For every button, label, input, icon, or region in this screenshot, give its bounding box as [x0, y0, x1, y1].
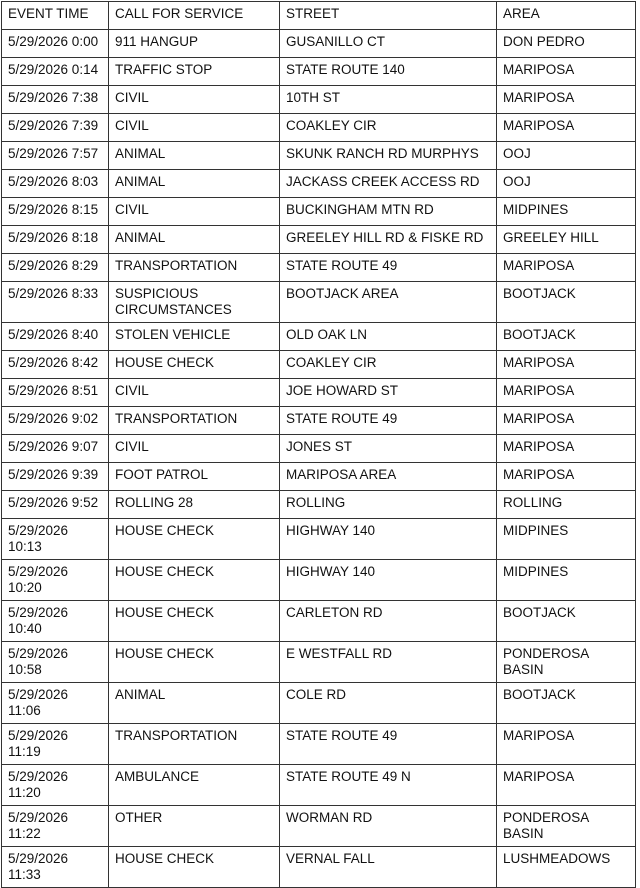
area-cell: MARIPOSA	[497, 463, 636, 491]
table-row	[2, 601, 636, 642]
street-cell: STATE ROUTE 140	[280, 58, 497, 86]
call-for-service-cell: HOUSE CHECK	[109, 351, 280, 379]
area-cell: LUSHMEADOWS	[497, 847, 636, 888]
street-cell: VERNAL FALL	[280, 847, 497, 888]
call-for-service-cell: STOLEN VEHICLE	[109, 323, 280, 351]
table-row	[2, 30, 636, 58]
street-cell: HIGHWAY 140	[280, 519, 497, 560]
area-cell: PONDEROSA BASIN	[497, 806, 636, 847]
event-time-cell: 5/29/2026 8:15	[2, 198, 109, 226]
street-cell: JOE HOWARD ST	[280, 379, 497, 407]
area-cell: MARIPOSA	[497, 407, 636, 435]
event-time-cell: 5/29/2026 9:07	[2, 435, 109, 463]
area-cell: MARIPOSA	[497, 724, 636, 765]
area-cell: MARIPOSA	[497, 254, 636, 282]
table-row	[2, 435, 636, 463]
area-cell: PONDEROSA BASIN	[497, 642, 636, 683]
call-for-service-cell: ANIMAL	[109, 170, 280, 198]
area-cell: DON PEDRO	[497, 30, 636, 58]
street-cell: SKUNK RANCH RD MURPHYS	[280, 142, 497, 170]
area-cell: OOJ	[497, 142, 636, 170]
event-time-cell: 5/29/2026 8:03	[2, 170, 109, 198]
area-cell: BOOTJACK	[497, 323, 636, 351]
event-time-cell: 5/29/2026 7:38	[2, 86, 109, 114]
call-for-service-cell: HOUSE CHECK	[109, 847, 280, 888]
table-row	[2, 323, 636, 351]
call-for-service-cell: TRANSPORTATION	[109, 254, 280, 282]
call-for-service-cell: HOUSE CHECK	[109, 642, 280, 683]
header-area: AREA	[497, 2, 636, 30]
table-row	[2, 683, 636, 724]
street-cell: ROLLING	[280, 491, 497, 519]
table-row	[2, 765, 636, 806]
header-street: STREET	[280, 2, 497, 30]
street-cell: JACKASS CREEK ACCESS RD	[280, 170, 497, 198]
street-cell: WORMAN RD	[280, 806, 497, 847]
event-time-cell: 5/29/2026 8:33	[2, 282, 109, 323]
street-cell: COAKLEY CIR	[280, 351, 497, 379]
event-time-cell: 5/29/2026 0:14	[2, 58, 109, 86]
call-log-table	[1, 1, 636, 888]
call-for-service-cell: CIVIL	[109, 379, 280, 407]
area-cell: GREELEY HILL	[497, 226, 636, 254]
event-time-cell: 5/29/2026 8:51	[2, 379, 109, 407]
area-cell: MIDPINES	[497, 198, 636, 226]
call-for-service-cell: HOUSE CHECK	[109, 519, 280, 560]
street-cell: GUSANILLO CT	[280, 30, 497, 58]
street-cell: OLD OAK LN	[280, 323, 497, 351]
event-time-cell: 5/29/2026 10:40	[2, 601, 109, 642]
area-cell: MARIPOSA	[497, 435, 636, 463]
street-cell: COAKLEY CIR	[280, 114, 497, 142]
call-for-service-cell: FOOT PATROL	[109, 463, 280, 491]
area-cell: BOOTJACK	[497, 282, 636, 323]
call-for-service-cell: TRANSPORTATION	[109, 407, 280, 435]
call-for-service-cell: HOUSE CHECK	[109, 560, 280, 601]
table-row	[2, 491, 636, 519]
area-cell: MIDPINES	[497, 519, 636, 560]
table-row	[2, 254, 636, 282]
event-time-cell: 5/29/2026 11:19	[2, 724, 109, 765]
call-for-service-cell: ANIMAL	[109, 683, 280, 724]
area-cell: OOJ	[497, 170, 636, 198]
table-row	[2, 642, 636, 683]
event-time-cell: 5/29/2026 9:39	[2, 463, 109, 491]
street-cell: CARLETON RD	[280, 601, 497, 642]
table-row	[2, 226, 636, 254]
event-time-cell: 5/29/2026 11:06	[2, 683, 109, 724]
call-for-service-cell: ROLLING 28	[109, 491, 280, 519]
call-for-service-cell: CIVIL	[109, 435, 280, 463]
event-time-cell: 5/29/2026 11:33	[2, 847, 109, 888]
event-time-cell: 5/29/2026 8:29	[2, 254, 109, 282]
table-row	[2, 351, 636, 379]
header-call-for-service: CALL FOR SERVICE	[109, 2, 280, 30]
area-cell: MARIPOSA	[497, 58, 636, 86]
street-cell: STATE ROUTE 49	[280, 254, 497, 282]
table-row	[2, 282, 636, 323]
header-row	[2, 2, 636, 30]
event-time-cell: 5/29/2026 7:39	[2, 114, 109, 142]
event-time-cell: 5/29/2026 8:18	[2, 226, 109, 254]
area-cell: ROLLING	[497, 491, 636, 519]
street-cell: STATE ROUTE 49	[280, 407, 497, 435]
event-time-cell: 5/29/2026 10:13	[2, 519, 109, 560]
call-for-service-cell: ANIMAL	[109, 226, 280, 254]
event-time-cell: 5/29/2026 9:02	[2, 407, 109, 435]
event-time-cell: 5/29/2026 11:22	[2, 806, 109, 847]
area-cell: MARIPOSA	[497, 351, 636, 379]
area-cell: MARIPOSA	[497, 86, 636, 114]
event-time-cell: 5/29/2026 8:40	[2, 323, 109, 351]
call-for-service-cell: OTHER	[109, 806, 280, 847]
call-for-service-cell: TRANSPORTATION	[109, 724, 280, 765]
street-cell: E WESTFALL RD	[280, 642, 497, 683]
street-cell: 10TH ST	[280, 86, 497, 114]
event-time-cell: 5/29/2026 8:42	[2, 351, 109, 379]
event-time-cell: 5/29/2026 7:57	[2, 142, 109, 170]
header-event-time: EVENT TIME	[2, 2, 109, 30]
area-cell: MIDPINES	[497, 560, 636, 601]
call-for-service-cell: CIVIL	[109, 198, 280, 226]
area-cell: MARIPOSA	[497, 379, 636, 407]
area-cell: MARIPOSA	[497, 114, 636, 142]
event-time-cell: 5/29/2026 9:52	[2, 491, 109, 519]
table-row	[2, 806, 636, 847]
table-body	[2, 30, 636, 888]
event-time-cell: 5/29/2026 10:20	[2, 560, 109, 601]
street-cell: GREELEY HILL RD & FISKE RD	[280, 226, 497, 254]
event-time-cell: 5/29/2026 11:20	[2, 765, 109, 806]
call-for-service-cell: CIVIL	[109, 114, 280, 142]
street-cell: COLE RD	[280, 683, 497, 724]
table-row	[2, 58, 636, 86]
street-cell: STATE ROUTE 49 N	[280, 765, 497, 806]
street-cell: STATE ROUTE 49	[280, 724, 497, 765]
table-row	[2, 379, 636, 407]
call-for-service-cell: HOUSE CHECK	[109, 601, 280, 642]
area-cell: BOOTJACK	[497, 601, 636, 642]
table-row	[2, 86, 636, 114]
street-cell: HIGHWAY 140	[280, 560, 497, 601]
table-row	[2, 142, 636, 170]
call-for-service-cell: AMBULANCE	[109, 765, 280, 806]
table-row	[2, 407, 636, 435]
event-time-cell: 5/29/2026 10:58	[2, 642, 109, 683]
table-row	[2, 560, 636, 601]
table-row	[2, 724, 636, 765]
call-for-service-cell: SUSPICIOUS CIRCUMSTANCES	[109, 282, 280, 323]
call-for-service-cell: ANIMAL	[109, 142, 280, 170]
call-for-service-cell: CIVIL	[109, 86, 280, 114]
table-row	[2, 463, 636, 491]
street-cell: BOOTJACK AREA	[280, 282, 497, 323]
table-row	[2, 847, 636, 888]
event-time-cell: 5/29/2026 0:00	[2, 30, 109, 58]
table-row	[2, 170, 636, 198]
street-cell: MARIPOSA AREA	[280, 463, 497, 491]
table-row	[2, 114, 636, 142]
table-row	[2, 519, 636, 560]
table-row	[2, 198, 636, 226]
call-for-service-cell: 911 HANGUP	[109, 30, 280, 58]
call-for-service-cell: TRAFFIC STOP	[109, 58, 280, 86]
street-cell: JONES ST	[280, 435, 497, 463]
area-cell: MARIPOSA	[497, 765, 636, 806]
area-cell: BOOTJACK	[497, 683, 636, 724]
street-cell: BUCKINGHAM MTN RD	[280, 198, 497, 226]
